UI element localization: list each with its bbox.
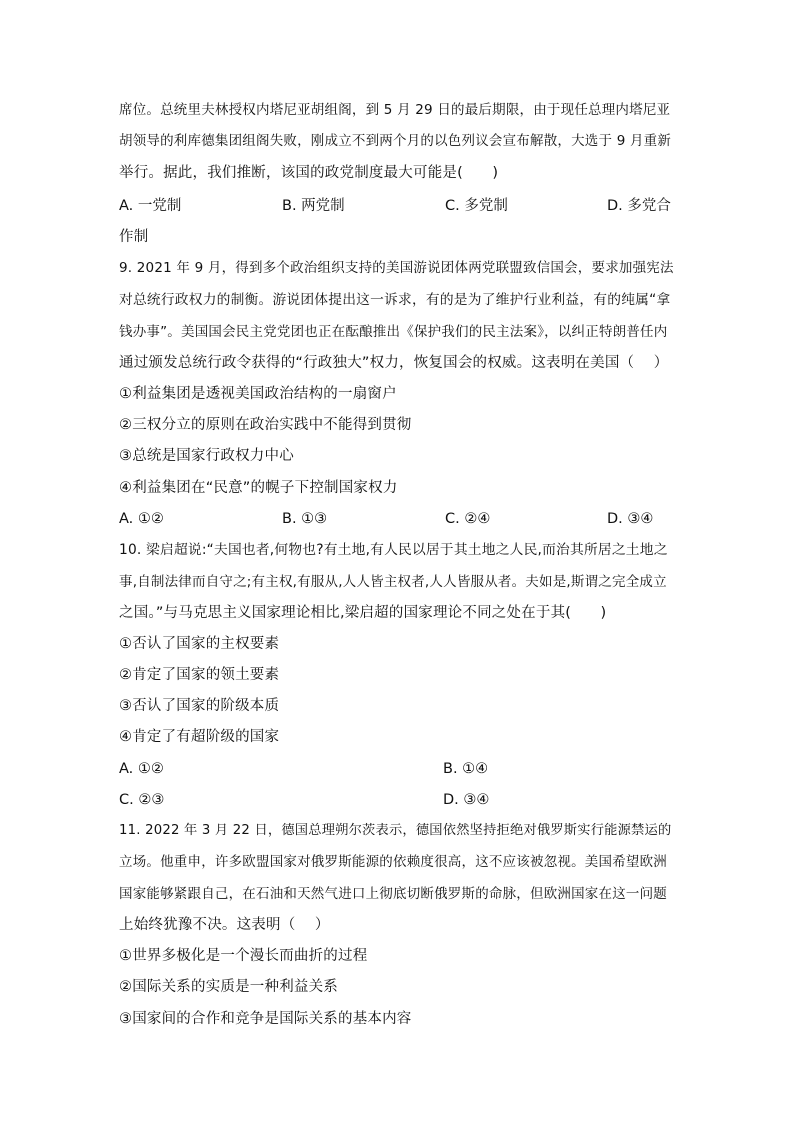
q10-item-4: ④肯定了有超阶级的国家 [119,729,280,745]
q9-option-a: A. ①② [119,511,164,527]
q8-option-a: A. 一党制 [119,198,182,214]
q10-option-c: C. ②③ [119,792,165,808]
q9-item-3: ③总统是国家行政权力中心 [119,448,294,464]
q11-item-3: ③国家间的合作和竞争是国际关系的基本内容 [119,1011,412,1027]
q8-line-2: 胡领导的利库德集团组阁失败，刚成立不到两个月的以色列议会宣布解散，大选于 9 月重新 [119,133,672,149]
q10-line-3: 之国。”与马克思主义国家理论相比,梁启超的国家理论不同之处在于其( ) [119,605,607,621]
q9-option-d: D. ③④ [607,511,654,527]
q9-line-4: 通过颁发总统行政令获得的“行政独大”权力，恢复国会的权威。这表明在美国（ ） [119,355,669,371]
q11-line-1: 11. 2022 年 3 月 22 日，德国总理朔尔茨表示，德国依然坚持拒绝对俄罗斯实行能源禁运的 [119,823,672,838]
q8-option-d-wrap: 作制 [119,229,149,245]
q10-option-d: D. ③④ [443,792,490,808]
q11-line-3: 国家能够紧跟自己，在石油和天然气进口上彻底切断俄罗斯的命脉，但欧洲国家在这一问题 [119,886,667,902]
q9-line-3: 钱办事”。美国国会民主党党团也正在酝酿推出《保护我们的民主法案》，以纠正特朗普任内 [119,324,668,340]
q9-option-b: B. ①③ [282,511,328,527]
q9-item-2: ②三权分立的原则在政治实践中不能得到贯彻 [119,417,412,433]
q9-option-c: C. ②④ [445,511,491,527]
q8-line-3: 举行。据此，我们推断，该国的政党制度最大可能是( ) [119,165,499,181]
q8-option-c: C. 多党制 [445,198,508,214]
q9-item-1: ①利益集团是透视美国政治结构的一扇窗户 [119,386,397,402]
q10-line-2: 事,自制法律而自守之;有主权,有服从,人人皆主权者,人人皆服从者。夫如是,斯谓之完全成立 [119,574,667,590]
q10-line-1: 10. 梁启超说:“夫国也者,何物也?有土地,有人民以居于其土地之人民,而治其所居之土地之 [119,542,668,558]
q11-line-2: 立场。他重申，许多欧盟国家对俄罗斯能源的依赖度很高，这不应该被忽视。美国希望欧洲 [119,854,667,870]
q8-option-d: D. 多党合 [607,198,671,214]
q11-item-2: ②国际关系的实质是一种利益关系 [119,979,338,995]
q10-item-1: ①否认了国家的主权要素 [119,636,280,652]
q10-item-3: ③否认了国家的阶级本质 [119,698,280,714]
q8-option-b: B. 两党制 [282,198,345,214]
q9-line-1: 9. 2021 年 9 月，得到多个政治组织支持的美国游说团体两党联盟致信国会，要求加强宪法 [119,260,674,276]
q10-option-a: A. ①② [119,761,164,777]
q11-item-1: ①世界多极化是一个漫长而曲折的过程 [119,948,368,964]
q8-line-1: 席位。总统里夫林授权内塔尼亚胡组阁，到 5 月 29 日的最后期限，由于现任总理内塔尼亚 [119,102,671,118]
q9-item-4: ④利益集团在“民意”的幌子下控制国家权力 [119,480,398,496]
q10-option-b: B. ①④ [443,761,489,777]
q10-item-2: ②肯定了国家的领土要素 [119,667,280,683]
q11-line-4: 上始终犹豫不决。这表明（ ） [119,917,330,933]
q9-line-2: 对总统行政权力的制衡。游说团体提出这一诉求，有的是为了维护行业利益，有的纯属“拿 [119,292,671,308]
